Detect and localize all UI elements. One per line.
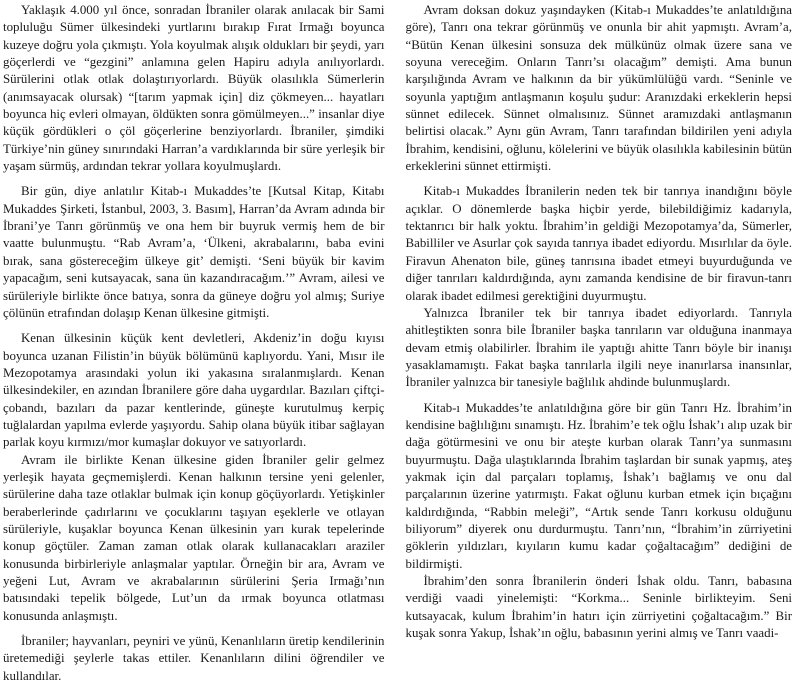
- paragraph-avram-call: Bir gün, diye anlatılır Kitab-ı Mukaddes’te [Kutsal Kitap, Kitabı Mukaddes Şirketi, İstanbul, 2003, 3. Basım], Harran’da Avram adında bir İbrani’ye Tanrı görünmüş ve ona hem bir buyruk vermiş hem de bir vaatte bulunmuştu. “Rab Avram’a, ‘Ülkeni, akrabalarını, baba evini bırak, sana göstereceğim ülkeye git’ demişti. ‘Seni büyük bir kavim yapacağım, seni kutsayacak, sana ün kazandıracağım.’” Avram, ailesi ve sürüleriyle birlikte önce batıya, sonra da güneye doğru yol almış; Suriye çölünün etrafından dolaşıp Kenan ülkesine gitmişti.: [3, 184, 385, 320]
- right-column: [406, 2, 794, 698]
- paragraph-single-god: Yalnızca İbraniler tek bir tanrıya ibadet ediyorlardı. Tanrıyla ahitleştikten sonra bile İbraniler başka tanrıların var olduğuna inanmaya devam etmiş olabilirler. İbrahim ile yaptığı ahitte Tanrı böyle bir inanışı yasaklamamıştı. Fakat başka tanrılarla ilgili neye inanırlarsa inansınlar, İbraniler yalnızca bir tanesiyle bağlılık ahdinde bulunmuşlardı.: [405, 305, 792, 390]
- paragraph-nomadic-life: Avram ile birlikte Kenan ülkesine giden İbraniler gelir gelmez yerleşik hayata geçmemişlerdi. Kenan halkının tersine yeni gelenler, sürülerine daha taze otlaklar bulmak için konup göçüyorlardı. Yetişkinler beraberlerinde çadırlarını ve çocuklarını taşıyan eşeklerle ve otlayan sürüleriyle, kuşaklar boyunca Kenan ülkesinin yarı kurak tepelerinde konup göçtüler. Zaman zaman otlak olarak kullanacakları araziler konusunda birbirleriyle anlaşmalar yaptılar. Örneğin bir ara, Avram ve yeğeni Lut, Avram ve akrabalarının sürülerini Şeria Irmağı’nın batısındaki tepelik bölgede, Lut’un da ırmak boyunca otlatması konusunda anlaşmıştı.: [3, 452, 385, 623]
- left-column: [0, 2, 385, 698]
- paragraph-isaac-test: Kitab-ı Mukaddes’te anlatıldığına göre bir gün Tanrı Hz. İbrahim’in kendisine bağlılığını sınamıştı. Hz. İbrahim’e tek oğlu İshak’ı alıp uzak bir dağa götürmesini ve onu bir ateşte kurban olarak Tanrı’ya sunmasını buyurmuştu. Dağa ulaştıklarında İbrahim taşlardan bir sunak yapmış, ateş yakmak için dal parçaları toplamış, İshak’ı bağlamış ve onu dal parçalarının üzerine yatırmıştı. Fakat oğlunu kurban etmek için bıçağını kaldırdığında, “Rabbin meleği”, “Artık sende Tanrı korkusu olduğunu biliyorum” diyerek onu durdurmuştu. Tanrı’nın, “İbrahim’in zürriyetini göklerin yıldızları, kıyıların kumu kadar çoğaltacağım” dediğini de bildirmişti.: [405, 400, 792, 571]
- paragraph-trade: İbraniler; hayvanları, peyniri ve yünü, Kenanlıların üretip kendilerinin üretemediği şeylerle takas ettiler. Kenanlıların dilini öğrendiler ve kullandılar.: [3, 634, 385, 683]
- paragraph-isaac-leader: İbrahim’den sonra İbranilerin önderi İshak oldu. Tanrı, babasına verdiği vaadi yinelemişti: “Korkma... Seninle birlikteyim. Seni kutsayacak, kulum İbrahim’in hatırı için zürriyetini çoğaltacağım.” Bir kuşak sonra Yakup, İshak’ın oğlu, babasının yerini almış ve Tanrı vaadi-: [405, 574, 792, 641]
- paragraph-covenant: Avram doksan dokuz yaşındayken (Kitab-ı Mukaddes’te anlatıldığına göre), Tanrı ona tekrar görünmüş ve onunla bir ahit yapmıştı. Avram’a, “Bütün Kenan ülkesini sonsuza dek mülkünüz olmak üzere sana ve soyuna vereceğim. Onların Tanrı’sı olacağım” demişti. Ama bunun karşılığında Avram ve halkının da bir yükümlülüğü vardı. “Seninle ve soyunla yaptığım antlaşmanın koşulu şudur: Aranızdaki erkeklerin hepsi sünnet edilecek. Sünnet olmalısınız. Sünnet aramızdaki antlaşmanın belirtisi olacak.” Aynı gün Avram, Tanrı tarafından bildirilen yeni adıyla İbrahim, kendisini, oğlunu, kölelerini ve büyük olasılıkla kabilesinin bütün erkeklerini sünnet ettirmişti.: [405, 3, 792, 174]
- paragraph-hebrews-migration: Yaklaşık 4.000 yıl önce, sonradan İbraniler olarak anılacak bir Sami topluluğu Sümer ülkesindeki yurtlarını bırakıp Fırat Irmağı boyunca kuzeye doğru yola çıkmıştı. Yola koyulmak alışık oldukları bir şeydi, yarı göçerlerdi ve “gezgini” anlamına gelen Hapiru adıyla anılıyorlardı. Sürülerini otlak otlak dolaştırıyorlardı. Büyük olasılıkla Sümerlerin (anımsayacak olursak) “[tarım yapmak için] diz çökmeyen... hayatları boyunca hiç evleri olmayan, öldükten sonra gömülmeyen...” insanlar diye küçük gördükleri o çöl göçerlerine benziyorlardı. İbraniler, şimdiki Türkiye’nin güney sınırındaki Harran’a vardıklarında bir süre yerleşik bir yaşam sürmüş, ardından tekrar yollara koyulmuşlardı.: [3, 3, 385, 174]
- paragraph-canaan-cities: Kenan ülkesinin küçük kent devletleri, Akdeniz’in doğu kıyısı boyunca uzanan Filistin’in büyük bölümünü kaplıyordu. Yani, Mısır ile Mezopotamya arasındaki yolun iki yakasına sıralanmışlardı. Kenan ülkesindekiler, en azından İbranilere göre daha uygardılar. Bazıları çiftçi-çobandı, bazıları da pazar kentlerinde, güneşte kurutulmuş kerpiç tuğlalardan yapılma evlerde yaşıyordu. Sahip olana büyük itibar sağlayan parlak koyu kırmızı/mor kumaşlar dokuyor ve satıyorlardı.: [3, 331, 385, 450]
- paragraph-monotheism: Kitab-ı Mukaddes İbranilerin neden tek bir tanrıya inandığını böyle açıklar. O dönemlerde başka hiçbir yerde, bilebildiğimiz kadarıyla, tektanrıcı bir halk yoktu. İbrahim’in geldiği Mezopotamya’da, Sümerler, Babilliler ve Asurlar çok sayıda tanrıya ibadet ediyordu. Mısırlılar da öyle. Firavun Ahenaton bile, güneş tanrısına ibadet etmeyi buyurduğunda ve diğer tanrıları kaldırdığında, aynı zamanda kendisine de bir firavun-tanrı olarak ibadet edilmesi gerektiğini duyurmuştu.: [405, 184, 792, 303]
